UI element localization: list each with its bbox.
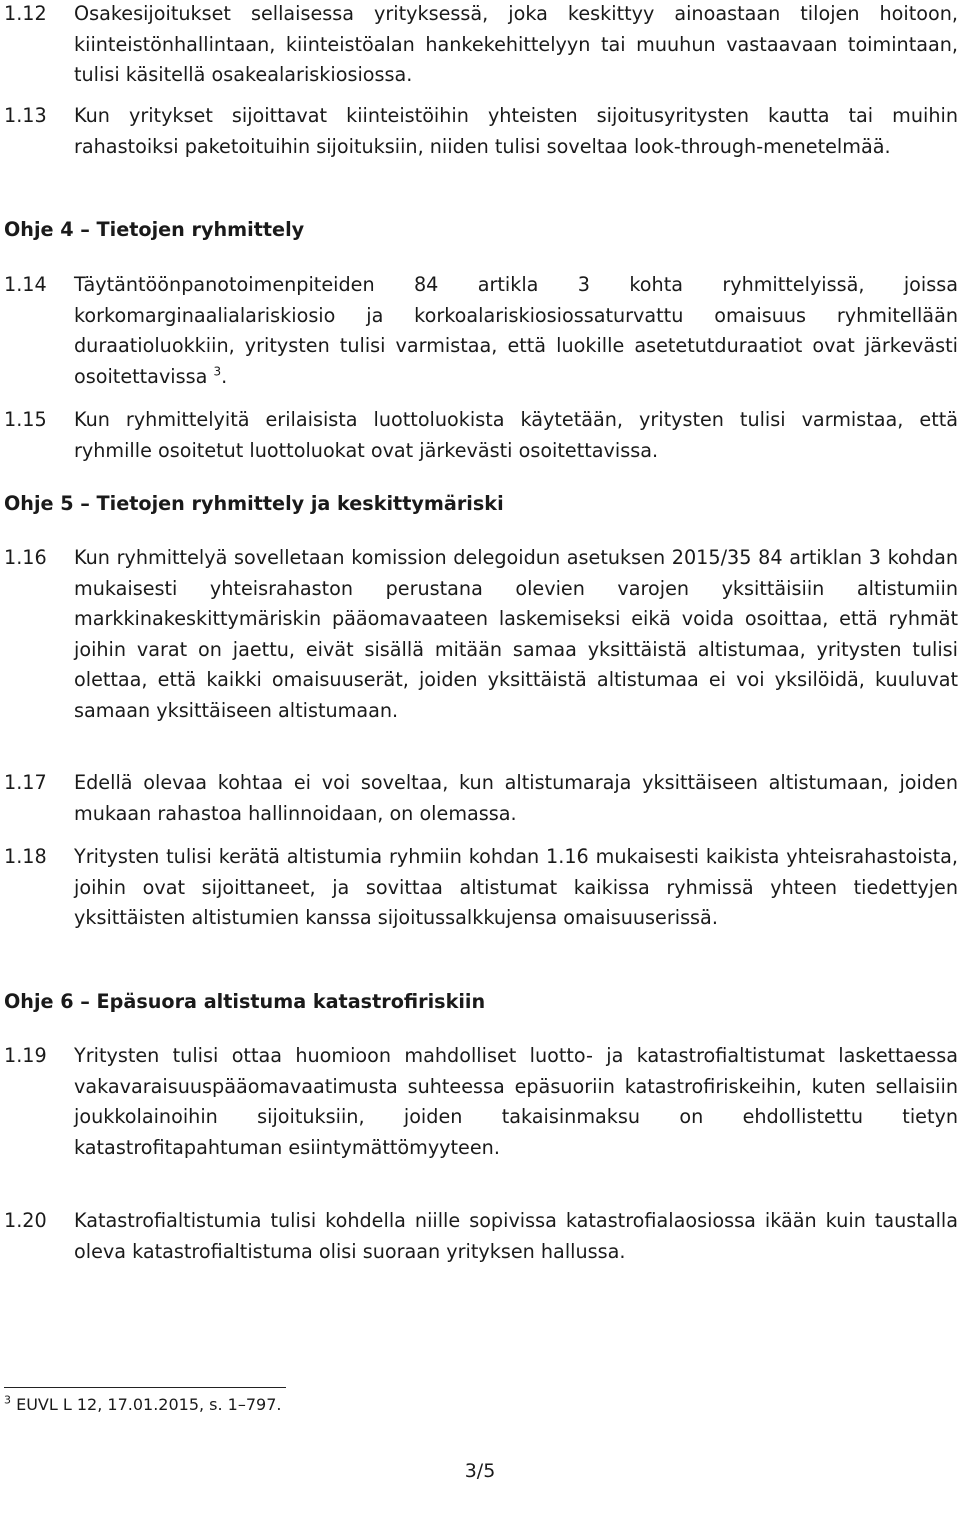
- paragraph-number: 1.16: [4, 546, 47, 569]
- paragraph-number: 1.19: [4, 1044, 47, 1067]
- footnote-reference: 3: [213, 364, 222, 379]
- paragraph-number: 1.17: [4, 771, 47, 794]
- paragraph-text: Katastrofialtistumia tulisi kohdella niille sopivissa katastrofialaosiossa ikään kuin taustalla oleva katastrofialtistuma olisi suoraan yrityksen hallussa.: [74, 1209, 958, 1263]
- paragraph-number: 1.14: [4, 273, 47, 296]
- paragraph-text: [74, 270, 958, 392]
- paragraph-1-17: [4, 768, 958, 829]
- paragraph-text-main: Täytäntöönpanotoimenpiteiden 84 artikla 3 kohta ryhmittelyissä, joissa korkomarginaalialariskiosio ja korkoalariskiosiossaturvattu omaisuus ryhmitellään duraatioluokkiin, yritysten tulisi varmistaa, että luokille asetetutduraatiot ovat järkevästi osoitettavissa: [74, 273, 958, 388]
- paragraph-1-13: [4, 101, 958, 162]
- paragraph-1-15: [4, 405, 958, 466]
- footnote-text: EUVL L 12, 17.01.2015, s. 1–797.: [11, 1395, 282, 1414]
- paragraph-number: 1.15: [4, 408, 47, 431]
- paragraph-text: Kun yritykset sijoittavat kiinteistöihin yhteisten sijoitusyritysten kautta tai muihin rahastoiksi paketoituihin sijoituksiin, niiden tulisi soveltaa look-through-menetelmää.: [74, 104, 958, 158]
- paragraph-text: Osakesijoitukset sellaisessa yrityksessä, joka keskittyy ainoastaan tilojen hoitoon, kiinteistönhallintaan, kiinteistöalan hankekehittelyyn tai muuhun vastaavaan toimintaan, tulisi käsitellä osakealariskiosiossa.: [74, 2, 958, 86]
- page-number: 3/5: [464, 1460, 496, 1482]
- paragraph-text-end: .: [221, 364, 228, 388]
- paragraph-number: 1.13: [4, 104, 47, 127]
- section-heading-ohje-6: Ohje 6 – Epäsuora altistuma katastrofiriskiin: [4, 990, 486, 1013]
- footnote-mark: 3: [4, 1393, 11, 1407]
- paragraph-1-20: [4, 1206, 958, 1267]
- paragraph-1-16: [4, 543, 958, 726]
- paragraph-text: Kun ryhmittelyä sovelletaan komission delegoidun asetuksen 2015/35 84 artiklan 3 kohdan mukaisesti yhteisrahaston perustana olevien varojen yksittäisiin altistumiin markkinakeskittymäriskin pääomavaateen laskemiseksi eikä voida osoittaa, että ryhmät joihin varat on jaettu, eivät sisällä mitään samaa yksittäistä altistumaa, yritysten tulisi olettaa, että kaikki omaisuuserät, joiden yksittäistä altistumaa ei voi yksilöidä, kuuluvat samaan yksittäiseen altistumaan.: [74, 546, 958, 722]
- section-heading-ohje-5: Ohje 5 – Tietojen ryhmittely ja keskittymäriski: [4, 492, 504, 515]
- paragraph-1-14: [4, 270, 958, 392]
- paragraph-1-12: [4, 0, 958, 91]
- paragraph-1-19: [4, 1041, 958, 1163]
- paragraph-text: Kun ryhmittelyitä erilaisista luottoluokista käytetään, yritysten tulisi varmistaa, että ryhmille osoitetut luottoluokat ovat järkevästi osoitettavissa.: [74, 408, 958, 462]
- footnote: [4, 1391, 281, 1419]
- paragraph-number: 1.20: [4, 1209, 47, 1232]
- paragraph-1-18: [4, 842, 958, 934]
- footnote-divider: [4, 1387, 286, 1388]
- paragraph-number: 1.12: [4, 2, 47, 25]
- section-heading-ohje-4: Ohje 4 – Tietojen ryhmittely: [4, 218, 305, 241]
- paragraph-text: Yritysten tulisi ottaa huomioon mahdolliset luotto- ja katastrofialtistumat laskettaessa vakavaraisuuspääomavaatimusta suhteessa epäsuoriin katastrofiriskeihin, kuten sellaisiin joukkolainoihin sijoituksiin, joiden takaisinmaksu on ehdollistettu tietyn katastrofitapahtuman esiintymättömyyteen.: [74, 1044, 958, 1159]
- paragraph-number: 1.18: [4, 845, 47, 868]
- paragraph-text: Edellä olevaa kohtaa ei voi soveltaa, kun altistumaraja yksittäiseen altistumaan, joiden mukaan rahastoa hallinnoidaan, on olemassa.: [74, 771, 958, 825]
- paragraph-text: Yritysten tulisi kerätä altistumia ryhmiin kohdan 1.16 mukaisesti kaikista yhteisrahastoista, joihin ovat sijoittaneet, ja sovittaa altistumat kaikissa ryhmissä yhteen tiedettyjen yksittäisten altistumien kanssa sijoitussalkkujensa omaisuuserissä.: [74, 845, 958, 929]
